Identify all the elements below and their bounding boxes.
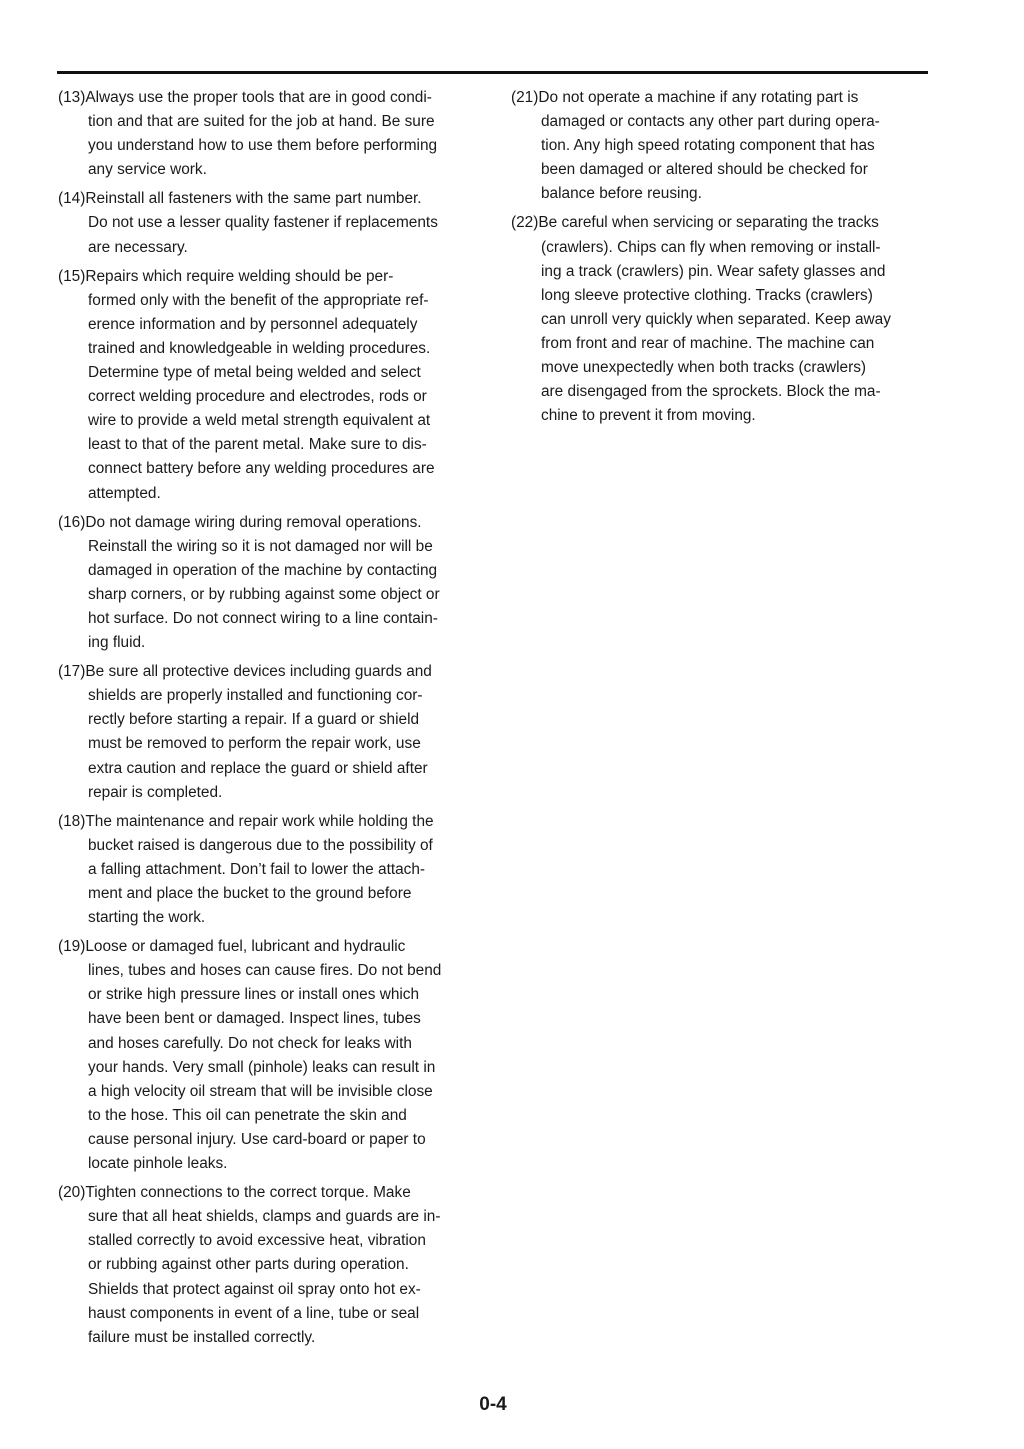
safety-item [58, 810, 478, 930]
safety-item-text-line: been damaged or altered should be checked for [541, 161, 868, 179]
safety-item-text-line: Do not use a lesser quality fastener if replacements [88, 214, 438, 232]
safety-item [511, 211, 929, 428]
safety-item-text-line: rectly before starting a repair. If a guard or shield [88, 711, 420, 729]
safety-item-text: Reinstall all fasteners with the same part number. [85, 190, 422, 208]
right-column [511, 86, 929, 433]
safety-item-number: (22) [511, 214, 539, 232]
safety-item-first-line [58, 187, 478, 211]
safety-item-text-line: attempted. [88, 484, 161, 502]
safety-item-text-line: are necessary. [88, 238, 188, 256]
safety-item-first-line [58, 265, 478, 289]
page-number: 0-4 [479, 1394, 507, 1415]
safety-item-text-line: chine to prevent it from moving. [541, 407, 756, 425]
safety-item [58, 187, 478, 259]
safety-item-text-line: least to that of the parent metal. Make sure to dis- [88, 436, 427, 454]
safety-item-text: Be careful when servicing or separating the tracks [538, 214, 879, 232]
safety-item-number: (18) [58, 812, 86, 830]
safety-item-text-line: failure must be installed correctly. [88, 1328, 316, 1346]
safety-item-text-line: a high velocity oil stream that will be invisible close [88, 1082, 433, 1100]
safety-item-text-line: damaged in operation of the machine by contacting [88, 561, 438, 579]
safety-item-text-line: wire to provide a weld metal strength equivalent at [88, 412, 431, 430]
safety-item [58, 265, 478, 506]
safety-item-text-line: extra caution and replace the guard or shield after [88, 759, 428, 777]
left-column [58, 86, 478, 1355]
safety-item-text: Always use the proper tools that are in good condi- [85, 89, 432, 106]
safety-item-text: Do not damage wiring during removal operations. [85, 513, 422, 531]
safety-item-first-line [58, 1181, 478, 1205]
safety-item-number: (16) [58, 513, 86, 531]
safety-item-first-line [511, 86, 929, 110]
safety-item-text-line: locate pinhole leaks. [88, 1155, 228, 1173]
safety-item-text-line: ing fluid. [88, 634, 146, 652]
safety-item-text-line: damaged or contacts any other part during opera- [541, 113, 880, 131]
safety-item-text-line: long sleeve protective clothing. Tracks (crawlers) [541, 286, 873, 304]
safety-item-text-line: tion and that are suited for the job at hand. Be sure [88, 113, 435, 131]
safety-item [58, 511, 478, 656]
safety-item-number: (20) [58, 1184, 86, 1202]
safety-item-text: Loose or damaged fuel, lubricant and hydraulic [85, 938, 406, 956]
safety-item [511, 86, 929, 206]
safety-item-first-line [58, 935, 478, 959]
safety-item-text-line: your hands. Very small (pinhole) leaks can result in [88, 1058, 436, 1076]
safety-item-text-line: bucket raised is dangerous due to the possibility of [88, 836, 433, 854]
safety-item-first-line [58, 660, 478, 684]
safety-item-number: (17) [58, 663, 86, 681]
safety-item-text: Be sure all protective devices including guards and [85, 663, 432, 681]
safety-item-text-line: hot surface. Do not connect wiring to a line contain- [88, 609, 438, 627]
safety-item-text-line: or rubbing against other parts during operation. [88, 1256, 409, 1274]
safety-item-text: Repairs which require welding should be per- [85, 267, 394, 285]
safety-item-text-line: (crawlers). Chips can fly when removing or install- [541, 238, 881, 256]
safety-item-text-line: Shields that protect against oil spray onto hot ex- [88, 1280, 421, 1298]
safety-item-text-line: correct welding procedure and electrodes, rods or [88, 388, 427, 406]
safety-item-number: (15) [58, 267, 86, 285]
safety-item-text-line: sure that all heat shields, clamps and guards are in- [88, 1208, 441, 1226]
safety-item-text-line: starting the work. [88, 909, 206, 927]
safety-item [58, 1181, 478, 1350]
safety-item-text-line: have been bent or damaged. Inspect lines, tubes [88, 1010, 421, 1028]
safety-item-text-line: Determine type of metal being welded and select [88, 364, 421, 382]
safety-item-text: The maintenance and repair work while holding the [85, 812, 434, 830]
safety-item-text-line: formed only with the benefit of the appropriate ref- [88, 291, 429, 309]
safety-item-text-line: sharp corners, or by rubbing against some object or [88, 585, 440, 603]
safety-item-number: (13) [58, 89, 86, 106]
safety-item-text-line: balance before reusing. [541, 185, 702, 203]
safety-item-text: Do not operate a machine if any rotating part is [538, 89, 859, 106]
safety-item-text-line: a falling attachment. Don’t fail to lower the attach- [88, 860, 426, 878]
safety-item-number: (14) [58, 190, 86, 208]
safety-item-text-line: trained and knowledgeable in welding procedures. [88, 339, 431, 357]
safety-item-text-line: and hoses carefully. Do not check for leaks with [88, 1034, 412, 1052]
safety-item-text: Tighten connections to the correct torque. Make [85, 1184, 411, 1202]
safety-item-text-line: ing a track (crawlers) pin. Wear safety glasses and [541, 262, 886, 280]
safety-item-text-line: erence information and by personnel adequately [88, 315, 418, 333]
safety-item-text-line: or strike high pressure lines or install ones which [88, 986, 420, 1004]
safety-item-text-line: must be removed to perform the repair work, use [88, 735, 421, 753]
safety-item-text-line: shields are properly installed and functioning cor- [88, 687, 423, 705]
safety-item-first-line [58, 511, 478, 535]
safety-item-text-line: ment and place the bucket to the ground before [88, 885, 412, 902]
safety-item-text-line: haust components in event of a line, tube or seal [88, 1304, 420, 1322]
safety-item-number: (21) [511, 89, 539, 106]
safety-item-first-line [58, 810, 478, 834]
safety-item [58, 86, 478, 182]
safety-item-text-line: tion. Any high speed rotating component that has [541, 137, 875, 155]
safety-item-text-line: cause personal injury. Use card-board or paper to [88, 1130, 426, 1148]
safety-item [58, 935, 478, 1176]
safety-item [58, 660, 478, 805]
safety-item-text-line: you understand how to use them before performing [88, 137, 438, 155]
safety-item-text-line: can unroll very quickly when separated. Keep away [541, 310, 891, 328]
safety-item-text-line: Reinstall the wiring so it is not damaged nor will be [88, 537, 433, 555]
safety-item-text-line: lines, tubes and hoses can cause fires. Do not bend [88, 962, 442, 980]
safety-item-first-line [58, 86, 478, 110]
header-rule [57, 71, 928, 74]
safety-item-text-line: to the hose. This oil can penetrate the skin and [88, 1106, 407, 1124]
safety-item-text-line: stalled correctly to avoid excessive heat, vibration [88, 1232, 426, 1250]
safety-item-text-line: from front and rear of machine. The machine can [541, 334, 875, 352]
safety-item-number: (19) [58, 938, 86, 956]
safety-item-text-line: connect battery before any welding procedures are [88, 460, 435, 478]
safety-item-text-line: any service work. [88, 161, 207, 179]
safety-item-text-line: move unexpectedly when both tracks (crawlers) [541, 359, 867, 377]
safety-item-first-line [511, 211, 929, 235]
safety-item-text-line: are disengaged from the sprockets. Block the ma- [541, 383, 881, 401]
safety-item-text-line: repair is completed. [88, 783, 223, 801]
